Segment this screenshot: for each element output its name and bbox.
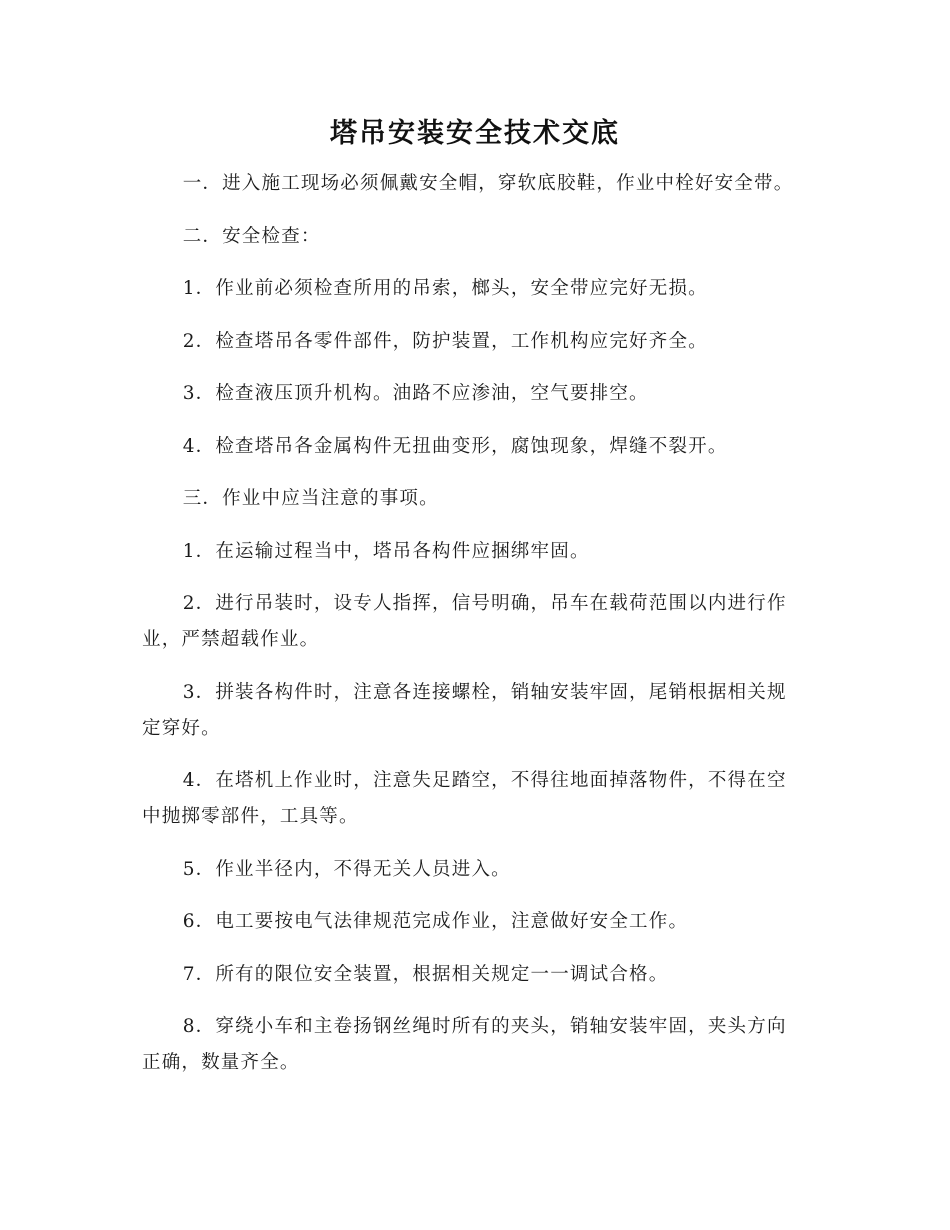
paragraph-4: 2．检查塔吊各零件部件，防护装置，工作机构应完好齐全。 [182,330,708,352]
document-title: 塔吊安装安全技术交底 [330,118,620,149]
paragraph-6: 4．检查塔吊各金属构件无扭曲变形，腐蚀现象，焊缝不裂开。 [182,435,728,457]
paragraph-5: 3．检查液压顶升机构。油路不应渗油，空气要排空。 [182,383,649,404]
paragraph-11: 4．在塔机上作业时，注意失足踏空，不得往地面掉落物件，不得在空中抛掷零部件，工具等。 [142,770,787,827]
paragraph-7: 三．作业中应当注意的事项。 [182,488,439,509]
paragraph-1: 一．进入施工现场必须佩戴安全帽，穿软底胶鞋，作业中栓好安全带。 [182,173,794,194]
paragraph-13: 6．电工要按电气法律规范完成作业，注意做好安全工作。 [182,911,689,932]
paragraph-8: 1．在运输过程当中，塔吊各构件应捆绑牢固。 [182,540,590,562]
paragraph-9: 2．进行吊装时，设专人指挥，信号明确，吊车在载荷范围以内进行作业，严禁超载作业。 [142,593,787,650]
paragraph-10: 3．拼装各构件时，注意各连接螺栓，销轴安装牢固，尾销根据相关规定穿好。 [142,681,787,739]
paragraph-14: 7．所有的限位安全装置，根据相关规定一一调试合格。 [182,963,669,985]
paragraph-15: 8．穿绕小车和主卷扬钢丝绳时所有的夹头，销轴安装牢固，夹头方向正确，数量齐全。 [142,1016,787,1073]
paragraph-12: 5．作业半径内，不得无关人员进入。 [182,858,511,880]
paragraph-2: 二．安全检查： [182,225,321,247]
paragraph-3: 1．作业前必须检查所用的吊索，榔头，安全带应完好无损。 [182,278,708,299]
document-body [142,166,806,1098]
